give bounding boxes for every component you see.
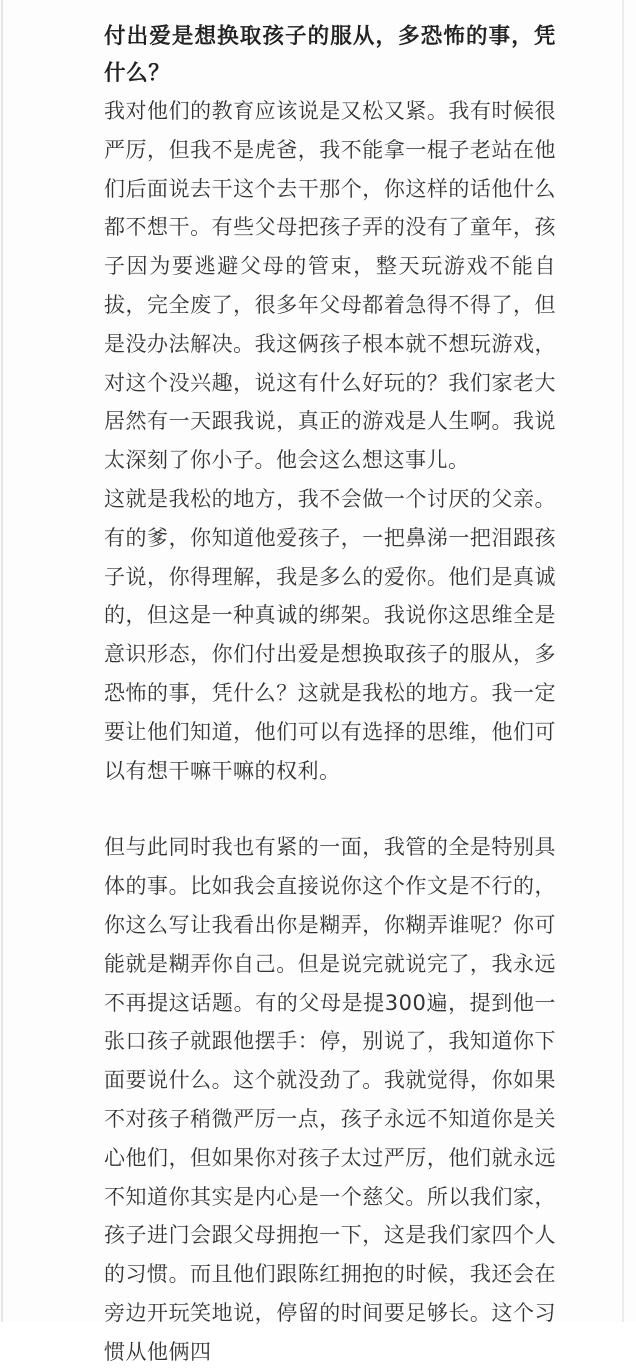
paragraph-3: 但与此同时我也有紧的一面，我管的全是特别具体的事。比如我会直接说你这个作文是不行的，你这么写让我看出你是糊弄，你糊弄谁呢？你可能就是糊弄你自己。但是说完就说完了，我永远不再提这话题。有的父母是提300遍，提到他一张口孩子就跟他摆手：停，别说了，我知道你下面要说什么。这个就没劲了。我就觉得，你如果不对孩子稍微严厉一点，孩子永远不知道你是关心他们，但如果你对孩子太过严厉，他们就永远不知道你其实是内心是一个慈父。所以我们家，孩子进门会跟父母拥抱一下，这是我们家四个人的习惯。而且他们跟陈红拥抱的时候，我还会在旁边开玩笑地说，停留的时间要足够长。这个习惯从他俩四: [104, 835, 556, 1364]
article-body: [104, 18, 556, 1372]
right-border-line: [622, 0, 624, 1322]
paragraph-1: 我对他们的教育应该说是又松又紧。我有时候很严厉，但我不是虎爸，我不能拿一棍子老站在他们后面说去干这个去干那个，你这样的话他什么都不想干。有些父母把孩子弄的没有了童年，孩子因为要逃避父母的管束，整天玩游戏不能自拔，完全废了，很多年父母都着急得不得了，但是没办法解决。我这俩孩子根本就不想玩游戏，对这个没兴趣，说这有什么好玩的？我们家老大居然有一天跟我说，真正的游戏是人生啊。我说太深刻了你小子。他会这么想这事儿。: [104, 99, 556, 473]
left-border-line: [1, 0, 3, 1322]
article-heading: 付出爱是想换取孩子的服从，多恐怖的事，凭什么？: [104, 24, 556, 86]
paragraph-2: 这就是我松的地方，我不会做一个讨厌的父亲。有的爹，你知道他爱孩子，一把鼻涕一把泪跟孩子说，你得理解，我是多么的爱你。他们是真诚的，但这是一种真诚的绑架。我说你这思维全是意识形态，你们付出爱是想换取孩子的服从，多恐怖的事，凭什么？这就是我松的地方。我一定要让他们知道，他们可以有选择的思维，他们可以有想干嘛干嘛的权利。: [104, 486, 556, 783]
